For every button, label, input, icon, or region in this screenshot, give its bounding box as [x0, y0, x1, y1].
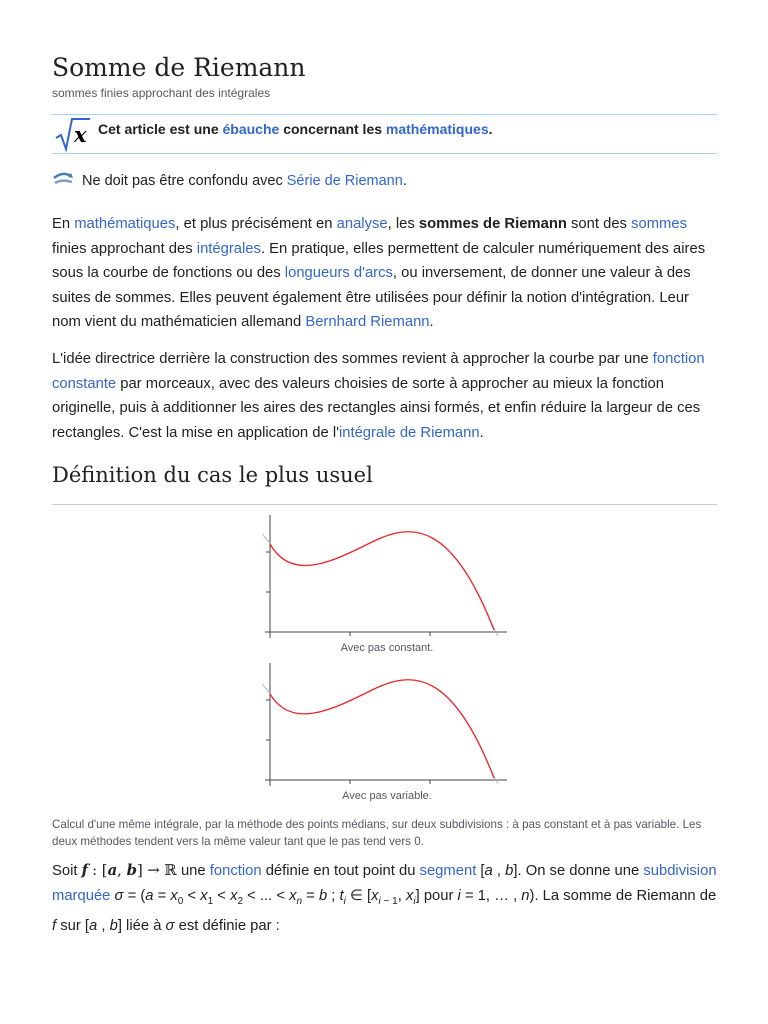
section-divider [52, 504, 717, 505]
link-segment[interactable]: segment [419, 863, 477, 879]
stub-notice [52, 114, 717, 154]
link-integrales[interactable]: intégrales [196, 240, 261, 257]
hatnote: Ne doit pas être confondu avec Série de Riemann. [52, 172, 407, 189]
definition-paragraph: Soit f : [a, b] → ℝ une fonction définie en tout point du segment [a , b]. On se donne une subdivision marquée $\sigma = (a = x_0 < x_1 < x_2$ < ... < $x_n = b$ ; $t_i$ ∈ [$x_{i - 1}$, $x_i$] pour i = 1, … , n). La somme de Riemann de f sur [a , b] liée à σ est définie par : [52, 862, 717, 934]
link-mathematiques[interactable]: mathématiques [385, 121, 489, 137]
page-title: Somme de Riemann [52, 53, 306, 82]
section-heading: Définition du cas le plus usuel [52, 463, 373, 487]
figure-constant-step[interactable] [262, 512, 512, 654]
figure-caption-constant: Avec pas constant. [340, 642, 434, 654]
figure-main-caption: Calcul d'une même intégrale, par la méthode des points médians, sur deux subdivisions : à pas constant et à pas variable. Les deux méthodes tendent vers la même valeur tant que le pas tend vers 0. [52, 818, 702, 848]
link-serie-de-riemann[interactable]: Série de Riemann [286, 173, 403, 189]
link-ebauche[interactable]: ébauche [222, 121, 280, 137]
link-analyse[interactable]: analyse [336, 216, 388, 232]
riemann-plot-variable [262, 660, 512, 790]
square-root-x-icon [54, 115, 92, 153]
link-sommes[interactable]: sommes [631, 216, 687, 232]
figure-caption-variable: Avec pas variable. [342, 790, 432, 802]
idea-paragraph: L'idée directrice derrière la construction des sommes revient à approcher la courbe par une fonction constante par morceaux, avec des valeurs choisies de sorte à approcher au mieux la fonction originelle, puis à additionner les aires des rectangles ainsi formés, et enfin réduire la largeur de ces rectangles. C'est la mise en application de l'intégrale de Riemann. [52, 351, 705, 441]
link-mathematiques-2[interactable]: mathématiques [74, 216, 176, 232]
riemann-plot-constant [262, 512, 512, 642]
svg-text:x: x [74, 122, 87, 147]
disambiguation-arrows-icon [52, 172, 74, 186]
link-subdivision-marquee[interactable]: subdivision marquée [52, 863, 717, 904]
link-integrale-de-riemann[interactable]: intégrale de Riemann [338, 424, 480, 441]
stub-text: Cet article est une ébauche concernant les mathématiques. [98, 121, 493, 137]
link-bernhard-riemann[interactable]: Bernhard Riemann [305, 314, 430, 330]
figure-variable-step[interactable] [262, 660, 512, 802]
link-fonction[interactable]: fonction [209, 863, 262, 879]
link-longueurs-arcs[interactable]: longueurs d'arcs [284, 265, 393, 281]
page-subtitle: sommes finies approchant des intégrales [52, 86, 271, 100]
link-fonction-constante[interactable]: fonction constante [52, 351, 705, 392]
math-function-signature: f [81, 862, 88, 879]
intro-paragraph: En mathématiques, et plus précisément en analyse, les sommes de Riemann sont des sommes finies approchant des intégrales. En pratique, elles permettent de calculer numériquement des aires sous la courbe de fonctions ou des longueurs d'arcs, ou inversement, de donner une valeur à des suites de sommes. Elles peuvent également être utilisées pour définir la notion d'intégration. Leur nom vient du mathématicien allemand Bernhard Riemann. [52, 216, 706, 330]
